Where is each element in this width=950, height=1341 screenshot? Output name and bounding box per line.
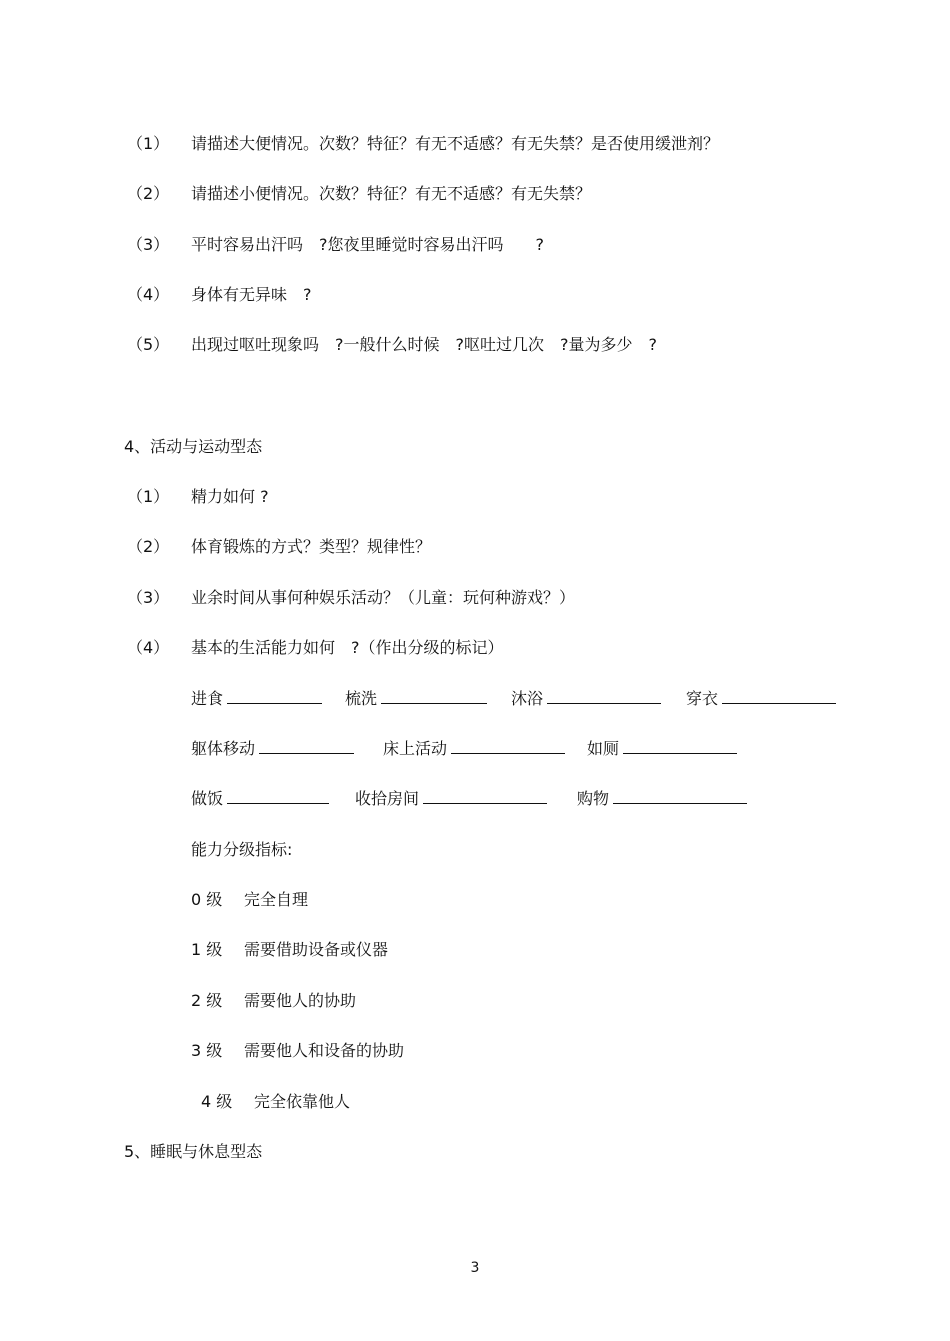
page-number: 3 <box>470 1260 480 1276</box>
question-text: 体育锻炼的方式？类型？规律性？ <box>191 537 432 556</box>
ability-label: 沐浴 <box>511 689 544 708</box>
fill-blank[interactable] <box>423 789 547 804</box>
fill-blank[interactable] <box>623 739 737 754</box>
question-number: （1） <box>127 487 170 506</box>
fill-blank[interactable] <box>451 739 565 754</box>
grade-title: 能力分级指标: <box>191 840 293 859</box>
ability-label: 梳洗 <box>345 689 378 708</box>
question-number: （2） <box>127 537 170 556</box>
question-text: 身体有无异味 ? <box>191 285 312 304</box>
fill-blank[interactable] <box>613 789 747 804</box>
ability-label: 进食 <box>191 689 224 708</box>
grade-level: 0 级 <box>191 890 223 909</box>
grade-level: 4 级 <box>201 1092 233 1111</box>
question-text: 基本的生活能力如何 ?（作出分级的标记） <box>191 638 504 657</box>
section-heading: 4、活动与运动型态 <box>124 437 263 456</box>
grade-desc: 需要他人的协助 <box>244 991 357 1010</box>
ability-label: 穿衣 <box>686 689 719 708</box>
ability-label: 收拾房间 <box>355 789 420 808</box>
fill-blank[interactable] <box>227 689 322 704</box>
fill-blank[interactable] <box>722 689 836 704</box>
question-number: （4） <box>127 285 170 304</box>
question-number: （5） <box>127 335 170 354</box>
question-number: （3） <box>127 588 170 607</box>
section-heading: 5、睡眠与休息型态 <box>124 1142 263 1161</box>
fill-blank[interactable] <box>381 689 487 704</box>
question-number: （4） <box>127 638 170 657</box>
grade-desc: 完全依靠他人 <box>254 1092 351 1111</box>
ability-label: 做饭 <box>191 789 224 808</box>
question-number: （1） <box>127 134 170 153</box>
question-number: （3） <box>127 235 170 254</box>
fill-blank[interactable] <box>547 689 661 704</box>
fill-blank[interactable] <box>259 739 354 754</box>
question-text: 平时容易出汗吗 ?您夜里睡觉时容易出汗吗 ? <box>191 235 544 254</box>
ability-label: 如厕 <box>587 739 620 758</box>
grade-level: 3 级 <box>191 1041 223 1060</box>
ability-label: 购物 <box>577 789 610 808</box>
grade-level: 2 级 <box>191 991 223 1010</box>
fill-blank[interactable] <box>227 789 329 804</box>
ability-label: 躯体移动 <box>191 739 256 758</box>
question-text: 业余时间从事何种娱乐活动？（儿童：玩何种游戏？） <box>191 588 576 607</box>
ability-label: 床上活动 <box>383 739 448 758</box>
question-text: 出现过呕吐现象吗 ?一般什么时候 ?呕吐过几次 ?量为多少 ? <box>191 335 657 354</box>
question-text: 请描述大便情况。次数？特征？有无不适感？有无失禁？是否使用缓泄剂？ <box>191 134 720 153</box>
grade-level: 1 级 <box>191 940 223 959</box>
grade-desc: 需要他人和设备的协助 <box>244 1041 405 1060</box>
question-number: （2） <box>127 184 170 203</box>
question-text: 精力如何 ? <box>191 487 269 506</box>
grade-desc: 需要借助设备或仪器 <box>244 940 389 959</box>
question-text: 请描述小便情况。次数？特征？有无不适感？有无失禁？ <box>191 184 592 203</box>
grade-desc: 完全自理 <box>244 890 309 909</box>
